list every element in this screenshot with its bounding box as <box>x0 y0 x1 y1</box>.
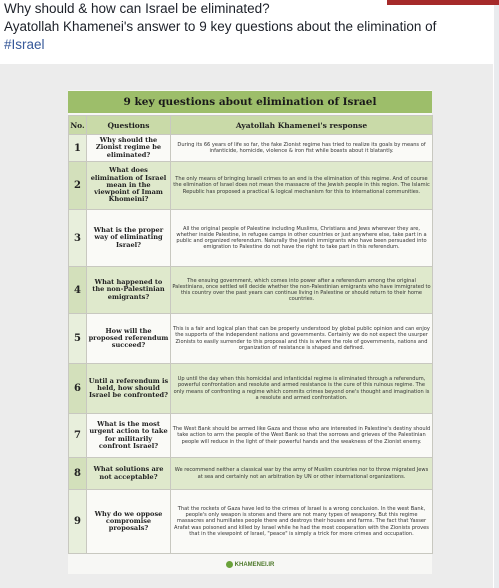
table-header-row <box>69 116 433 135</box>
logo-mark-icon <box>226 561 233 568</box>
post-line-1: Why should & how can Israel be eliminated? <box>4 1 270 16</box>
row-question: Why do we oppose compromise proposals? <box>87 490 171 554</box>
table-row <box>69 414 433 458</box>
row-question: Why should the Zionist regime be eliminated? <box>87 135 171 162</box>
row-answer: The ensuing government, which comes into power after a referendum among the original Palestinians, once settled will decide whether the non-Palestinian emigrants who have immigrated to this country over the past years can continue living in Palestine or should return to their home countries. <box>171 267 433 314</box>
row-answer: The West Bank should be armed like Gaza and those who are interested in Palestine's destiny should take action to arm the people of the West Bank so that the sorrows and grieves of the Palestinian people will reduce in the light of their powerful hands and the weakness of the Zionist enemy. <box>171 414 433 458</box>
post-text <box>4 0 494 54</box>
row-question: What does elimination of Israel mean in the viewpoint of Imam Khomeini? <box>87 162 171 210</box>
row-question: What happened to the non-Palestinian emigrants? <box>87 267 171 314</box>
infographic-title: 9 key questions about elimination of Israel <box>68 91 432 113</box>
table-row <box>69 135 433 162</box>
row-number: 4 <box>69 267 87 314</box>
row-question: What is the proper way of eliminating Israel? <box>87 210 171 267</box>
row-answer: During its 66 years of life so far, the fake Zionist regime has tried to realize its goals by means of infanticide, homicide, violence & iron fist while boasts about it blatantly. <box>171 135 433 162</box>
row-number: 7 <box>69 414 87 458</box>
table-row <box>69 162 433 210</box>
row-number: 1 <box>69 135 87 162</box>
header-no: No. <box>69 116 87 135</box>
hashtag-israel-link[interactable]: #Israel <box>4 37 45 52</box>
row-number: 6 <box>69 364 87 414</box>
row-number: 5 <box>69 314 87 364</box>
questions-table <box>68 115 433 554</box>
row-question: Until a referendum is held, how should Israel be confronted? <box>87 364 171 414</box>
table-row <box>69 490 433 554</box>
row-question: How will the proposed referendum succeed? <box>87 314 171 364</box>
row-question: What solutions are not acceptable? <box>87 458 171 490</box>
row-answer: All the original people of Palestine including Muslims, Christians and Jews wherever they are, whether inside Palestine, in refugee camps in other countries or just anywhere else, take part in a public and organized referendum. Naturally the Jewish immigrants who have been persuaded into emigration to Palestine do not have the right to take part in this referendum. <box>171 210 433 267</box>
table-row <box>69 210 433 267</box>
row-answer: That the rockets of Gaza have led to the crimes of Israel is a wrong conclusion. In the west Bank, people's only weapon is stones and there are not many types of weaponry. But this regime massacres and humiliates people there and destroys their houses and farms. The fact that Yasser Arafat was poisoned and killed by Israel while he had the most cooperation with the Zionists proves that in the viewpoint of Israel, "peace" is simply a trick for more crimes and occupation. <box>171 490 433 554</box>
table-row <box>69 364 433 414</box>
row-number: 3 <box>69 210 87 267</box>
khamenei-logo <box>68 558 432 572</box>
row-answer: We recommend neither a classical war by the army of Muslim countries nor to throw migrated Jews at sea and certainly not an arbitration by UN or other international organizations. <box>171 458 433 490</box>
row-question: What is the most urgent action to take for militarily confront Israel? <box>87 414 171 458</box>
table-row <box>69 267 433 314</box>
row-number: 2 <box>69 162 87 210</box>
row-answer: This is a fair and logical plan that can be properly understood by global public opinion and can enjoy the supports of the independent nations and governments. Certainly we do not expect the usurper Zionists to easily surrender to this proposal and this is where the role of governments, nations and organization of resistance is shaped and defined. <box>171 314 433 364</box>
row-number: 9 <box>69 490 87 554</box>
table-row <box>69 314 433 364</box>
post-line-2: Ayatollah Khamenei's answer to 9 key questions about the elimination of <box>4 19 437 34</box>
header-response: Ayatollah Khamenei's response <box>171 116 433 135</box>
header-questions: Questions <box>87 116 171 135</box>
row-answer: Up until the day when this homicidal and infanticidal regime is eliminated through a referendum, powerful confrontation and resolute and armed resistance is the cure of this ruinous regime. The only means of confronting a regime which commits crimes beyond one's thought and imagination is a resolute and armed confrontation. <box>171 364 433 414</box>
row-answer: The only means of bringing Israeli crimes to an end is the elimination of this regime. And of course the elimination of Israel does not mean the massacre of the Jewish people in this region. The Islamic Republic has proposed a practical & logical mechanism for this to international communities. <box>171 162 433 210</box>
table-row <box>69 458 433 490</box>
page-right-edge <box>494 0 499 588</box>
row-number: 8 <box>69 458 87 490</box>
logo-text: KHAMENEI.IR <box>234 562 275 568</box>
